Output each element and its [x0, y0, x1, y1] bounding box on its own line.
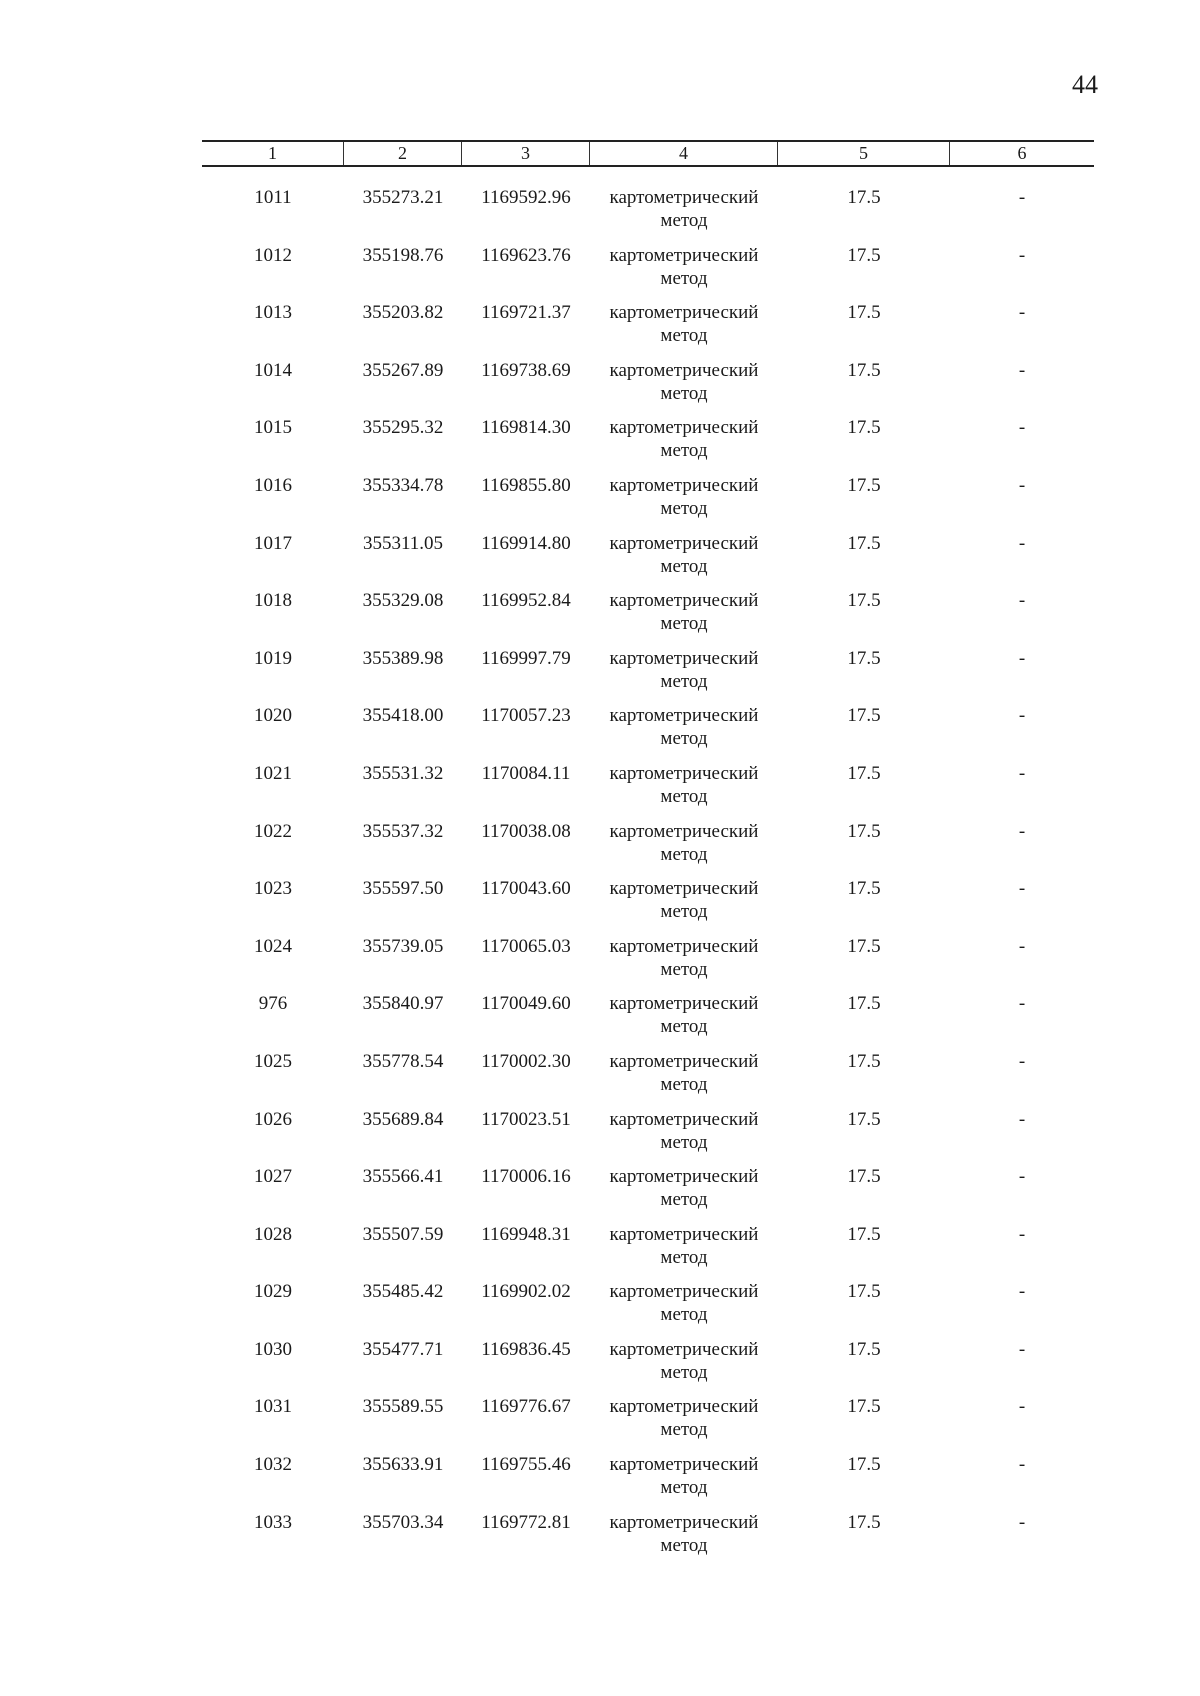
method-line-2: метод	[660, 1016, 708, 1038]
x-coordinate-cell: 355531.32	[362, 762, 444, 784]
note-cell: -	[1018, 1338, 1026, 1360]
note-cell: -	[1018, 705, 1026, 727]
method-line-1: картометрический	[609, 302, 759, 324]
method-line-1: картометрический	[609, 820, 759, 842]
note-cell: -	[1018, 1454, 1026, 1476]
accuracy-cell: 17.5	[847, 1511, 881, 1533]
point-id-cell: 1014	[254, 359, 292, 381]
y-coordinate-cell: 1169623.76	[481, 244, 571, 266]
note-cell: -	[1018, 935, 1026, 957]
y-coordinate-cell: 1170057.23	[481, 705, 571, 727]
note-cell: -	[1018, 359, 1026, 381]
accuracy-cell: 17.5	[847, 1454, 881, 1476]
method-cell	[590, 1389, 778, 1447]
x-coordinate-cell: 355273.21	[362, 187, 444, 208]
method-line-1: картометрический	[609, 993, 759, 1015]
point-id-cell: 1015	[254, 417, 292, 439]
table-body	[202, 180, 1094, 1562]
x-coordinate-cell: 355485.42	[362, 1281, 444, 1303]
table-row	[202, 1159, 1094, 1217]
method-line-2: метод	[660, 1304, 708, 1326]
method-line-2: метод	[660, 382, 708, 404]
method-cell	[590, 871, 778, 929]
note-cell: -	[1018, 1108, 1026, 1130]
method-line-2: метод	[660, 1073, 708, 1095]
point-id-cell: 1030	[254, 1338, 292, 1360]
method-line-1: картометрический	[609, 590, 759, 612]
point-id-cell: 1023	[254, 878, 292, 900]
method-cell	[590, 756, 778, 814]
method-line-2: метод	[660, 843, 708, 865]
table-row	[202, 1217, 1094, 1275]
point-id-cell: 1031	[254, 1396, 292, 1418]
y-coordinate-cell: 1169952.84	[481, 590, 571, 612]
x-coordinate-cell: 355840.97	[362, 993, 444, 1015]
method-cell	[590, 1217, 778, 1275]
note-cell: -	[1018, 1050, 1026, 1072]
column-header-4: 4	[590, 142, 778, 165]
y-coordinate-cell: 1169902.02	[481, 1281, 571, 1303]
y-coordinate-cell: 1169948.31	[481, 1223, 571, 1245]
accuracy-cell: 17.5	[847, 244, 881, 266]
x-coordinate-cell: 355311.05	[362, 532, 444, 554]
table-row	[202, 814, 1094, 872]
note-cell: -	[1018, 878, 1026, 900]
method-line-1: картометрический	[609, 1108, 759, 1130]
y-coordinate-cell: 1169592.96	[481, 187, 571, 208]
table-row	[202, 1044, 1094, 1102]
table-row	[202, 1505, 1094, 1563]
method-line-2: метод	[660, 901, 708, 923]
y-coordinate-cell: 1169836.45	[481, 1338, 571, 1360]
method-cell	[590, 295, 778, 353]
method-cell	[590, 353, 778, 411]
method-line-2: метод	[660, 1131, 708, 1153]
point-id-cell: 1022	[254, 820, 292, 842]
y-coordinate-cell: 1169997.79	[481, 647, 571, 669]
point-id-cell: 1026	[254, 1108, 292, 1130]
x-coordinate-cell: 355589.55	[362, 1396, 444, 1418]
x-coordinate-cell: 355566.41	[362, 1166, 444, 1188]
point-id-cell: 1024	[254, 935, 292, 957]
point-id-cell: 1019	[254, 647, 292, 669]
point-id-cell: 1025	[254, 1050, 292, 1072]
accuracy-cell: 17.5	[847, 359, 881, 381]
point-id-cell: 1027	[254, 1166, 292, 1188]
note-cell: -	[1018, 1396, 1026, 1418]
point-id-cell: 976	[258, 993, 288, 1015]
method-line-1: картометрический	[609, 187, 759, 208]
note-cell: -	[1018, 762, 1026, 784]
method-line-1: картометрический	[609, 532, 759, 554]
method-cell	[590, 1044, 778, 1102]
y-coordinate-cell: 1170038.08	[481, 820, 571, 842]
y-coordinate-cell: 1169721.37	[481, 302, 571, 324]
page-number: 44	[1072, 70, 1098, 99]
method-cell	[590, 1102, 778, 1160]
method-line-2: метод	[660, 1534, 708, 1556]
table-row	[202, 929, 1094, 987]
method-cell	[590, 180, 778, 238]
note-cell: -	[1018, 302, 1026, 324]
accuracy-cell: 17.5	[847, 935, 881, 957]
method-line-1: картометрический	[609, 762, 759, 784]
method-line-1: картометрический	[609, 244, 759, 266]
method-line-2: метод	[660, 325, 708, 347]
accuracy-cell: 17.5	[847, 1050, 881, 1072]
method-line-2: метод	[660, 670, 708, 692]
method-line-2: метод	[660, 1246, 708, 1268]
accuracy-cell: 17.5	[847, 532, 881, 554]
y-coordinate-cell: 1169772.81	[481, 1511, 571, 1533]
accuracy-cell: 17.5	[847, 302, 881, 324]
method-line-1: картометрический	[609, 935, 759, 957]
y-coordinate-cell: 1169814.30	[481, 417, 571, 439]
x-coordinate-cell: 355295.32	[362, 417, 444, 439]
x-coordinate-cell: 355389.98	[362, 647, 444, 669]
column-header-5: 5	[778, 142, 950, 165]
point-id-cell: 1032	[254, 1454, 292, 1476]
y-coordinate-cell: 1170043.60	[481, 878, 571, 900]
accuracy-cell: 17.5	[847, 993, 881, 1015]
y-coordinate-cell: 1169855.80	[481, 474, 571, 496]
method-line-1: картометрический	[609, 1050, 759, 1072]
point-id-cell: 1018	[254, 590, 292, 612]
table-row	[202, 353, 1094, 411]
accuracy-cell: 17.5	[847, 1338, 881, 1360]
point-id-cell: 1012	[254, 244, 292, 266]
y-coordinate-cell: 1170065.03	[481, 935, 571, 957]
x-coordinate-cell: 355267.89	[362, 359, 444, 381]
method-cell	[590, 641, 778, 699]
note-cell: -	[1018, 993, 1026, 1015]
column-header-1: 1	[202, 142, 344, 165]
note-cell: -	[1018, 820, 1026, 842]
method-line-1: картометрический	[609, 1223, 759, 1245]
point-id-cell: 1013	[254, 302, 292, 324]
method-cell	[590, 929, 778, 987]
y-coordinate-cell: 1170002.30	[481, 1050, 571, 1072]
method-line-1: картометрический	[609, 417, 759, 439]
x-coordinate-cell: 355703.34	[362, 1511, 444, 1533]
y-coordinate-cell: 1170023.51	[481, 1108, 571, 1130]
method-cell	[590, 526, 778, 584]
method-cell	[590, 1274, 778, 1332]
accuracy-cell: 17.5	[847, 590, 881, 612]
table-row	[202, 583, 1094, 641]
accuracy-cell: 17.5	[847, 187, 881, 208]
point-id-cell: 1033	[254, 1511, 292, 1533]
x-coordinate-cell: 355689.84	[362, 1108, 444, 1130]
note-cell: -	[1018, 1281, 1026, 1303]
x-coordinate-cell: 355329.08	[362, 590, 444, 612]
accuracy-cell: 17.5	[847, 1223, 881, 1245]
note-cell: -	[1018, 474, 1026, 496]
point-id-cell: 1016	[254, 474, 292, 496]
method-line-1: картометрический	[609, 359, 759, 381]
table-row	[202, 410, 1094, 468]
x-coordinate-cell: 355537.32	[362, 820, 444, 842]
table-row	[202, 295, 1094, 353]
note-cell: -	[1018, 532, 1026, 554]
note-cell: -	[1018, 187, 1026, 208]
method-line-2: метод	[660, 555, 708, 577]
table-row	[202, 1102, 1094, 1160]
y-coordinate-cell: 1169755.46	[481, 1454, 571, 1476]
accuracy-cell: 17.5	[847, 705, 881, 727]
y-coordinate-cell: 1170006.16	[481, 1166, 571, 1188]
accuracy-cell: 17.5	[847, 762, 881, 784]
table-row	[202, 698, 1094, 756]
point-id-cell: 1017	[254, 532, 292, 554]
accuracy-cell: 17.5	[847, 474, 881, 496]
method-line-2: метод	[660, 728, 708, 750]
note-cell: -	[1018, 417, 1026, 439]
method-line-2: метод	[660, 1419, 708, 1441]
point-id-cell: 1020	[254, 705, 292, 727]
table-header	[202, 140, 1094, 167]
x-coordinate-cell: 355597.50	[362, 878, 444, 900]
method-cell	[590, 698, 778, 756]
y-coordinate-cell: 1170049.60	[481, 993, 571, 1015]
method-line-1: картометрический	[609, 1281, 759, 1303]
column-header-2: 2	[344, 142, 462, 165]
method-cell	[590, 1159, 778, 1217]
point-id-cell: 1029	[254, 1281, 292, 1303]
accuracy-cell: 17.5	[847, 1396, 881, 1418]
table-row	[202, 756, 1094, 814]
x-coordinate-cell: 355203.82	[362, 302, 444, 324]
y-coordinate-cell: 1169776.67	[481, 1396, 571, 1418]
x-coordinate-cell: 355418.00	[362, 705, 444, 727]
x-coordinate-cell: 355507.59	[362, 1223, 444, 1245]
note-cell: -	[1018, 1511, 1026, 1533]
point-id-cell: 1028	[254, 1223, 292, 1245]
method-line-1: картометрический	[609, 1166, 759, 1188]
table-row	[202, 468, 1094, 526]
accuracy-cell: 17.5	[847, 878, 881, 900]
column-header-3: 3	[462, 142, 590, 165]
table-row	[202, 1447, 1094, 1505]
note-cell: -	[1018, 647, 1026, 669]
method-cell	[590, 238, 778, 296]
method-line-2: метод	[660, 210, 708, 231]
x-coordinate-cell: 355198.76	[362, 244, 444, 266]
accuracy-cell: 17.5	[847, 820, 881, 842]
method-cell	[590, 583, 778, 641]
table-row	[202, 871, 1094, 929]
method-line-2: метод	[660, 267, 708, 289]
method-line-2: метод	[660, 1189, 708, 1211]
accuracy-cell: 17.5	[847, 1281, 881, 1303]
method-line-2: метод	[660, 785, 708, 807]
table-row	[202, 238, 1094, 296]
y-coordinate-cell: 1169914.80	[481, 532, 571, 554]
point-id-cell: 1021	[254, 762, 292, 784]
method-cell	[590, 1505, 778, 1563]
point-id-cell: 1011	[254, 187, 292, 208]
note-cell: -	[1018, 1166, 1026, 1188]
method-cell	[590, 1447, 778, 1505]
method-line-2: метод	[660, 440, 708, 462]
method-line-2: метод	[660, 1361, 708, 1383]
method-line-2: метод	[660, 497, 708, 519]
y-coordinate-cell: 1170084.11	[481, 762, 571, 784]
table-row	[202, 1274, 1094, 1332]
note-cell: -	[1018, 244, 1026, 266]
table-row	[202, 641, 1094, 699]
x-coordinate-cell: 355778.54	[362, 1050, 444, 1072]
method-line-1: картометрический	[609, 878, 759, 900]
x-coordinate-cell: 355739.05	[362, 935, 444, 957]
method-cell	[590, 468, 778, 526]
column-header-6: 6	[1017, 143, 1027, 163]
x-coordinate-cell: 355633.91	[362, 1454, 444, 1476]
accuracy-cell: 17.5	[847, 647, 881, 669]
method-line-1: картометрический	[609, 705, 759, 727]
method-line-2: метод	[660, 1477, 708, 1499]
method-line-2: метод	[660, 613, 708, 635]
accuracy-cell: 17.5	[847, 1166, 881, 1188]
method-line-1: картометрический	[609, 647, 759, 669]
accuracy-cell: 17.5	[847, 417, 881, 439]
note-cell: -	[1018, 590, 1026, 612]
table-row	[202, 526, 1094, 584]
method-line-1: картометрический	[609, 1396, 759, 1418]
table-row	[202, 986, 1094, 1044]
method-cell	[590, 410, 778, 468]
method-cell	[590, 1332, 778, 1390]
accuracy-cell: 17.5	[847, 1108, 881, 1130]
y-coordinate-cell: 1169738.69	[481, 359, 571, 381]
table-row	[202, 1389, 1094, 1447]
table-row	[202, 1332, 1094, 1390]
table-row	[202, 180, 1094, 238]
method-line-1: картометрический	[609, 474, 759, 496]
method-line-1: картометрический	[609, 1454, 759, 1476]
x-coordinate-cell: 355334.78	[362, 474, 444, 496]
method-line-2: метод	[660, 958, 708, 980]
method-line-1: картометрический	[609, 1511, 759, 1533]
method-cell	[590, 986, 778, 1044]
x-coordinate-cell: 355477.71	[362, 1338, 444, 1360]
note-cell: -	[1018, 1223, 1026, 1245]
method-line-1: картометрический	[609, 1338, 759, 1360]
method-cell	[590, 814, 778, 872]
